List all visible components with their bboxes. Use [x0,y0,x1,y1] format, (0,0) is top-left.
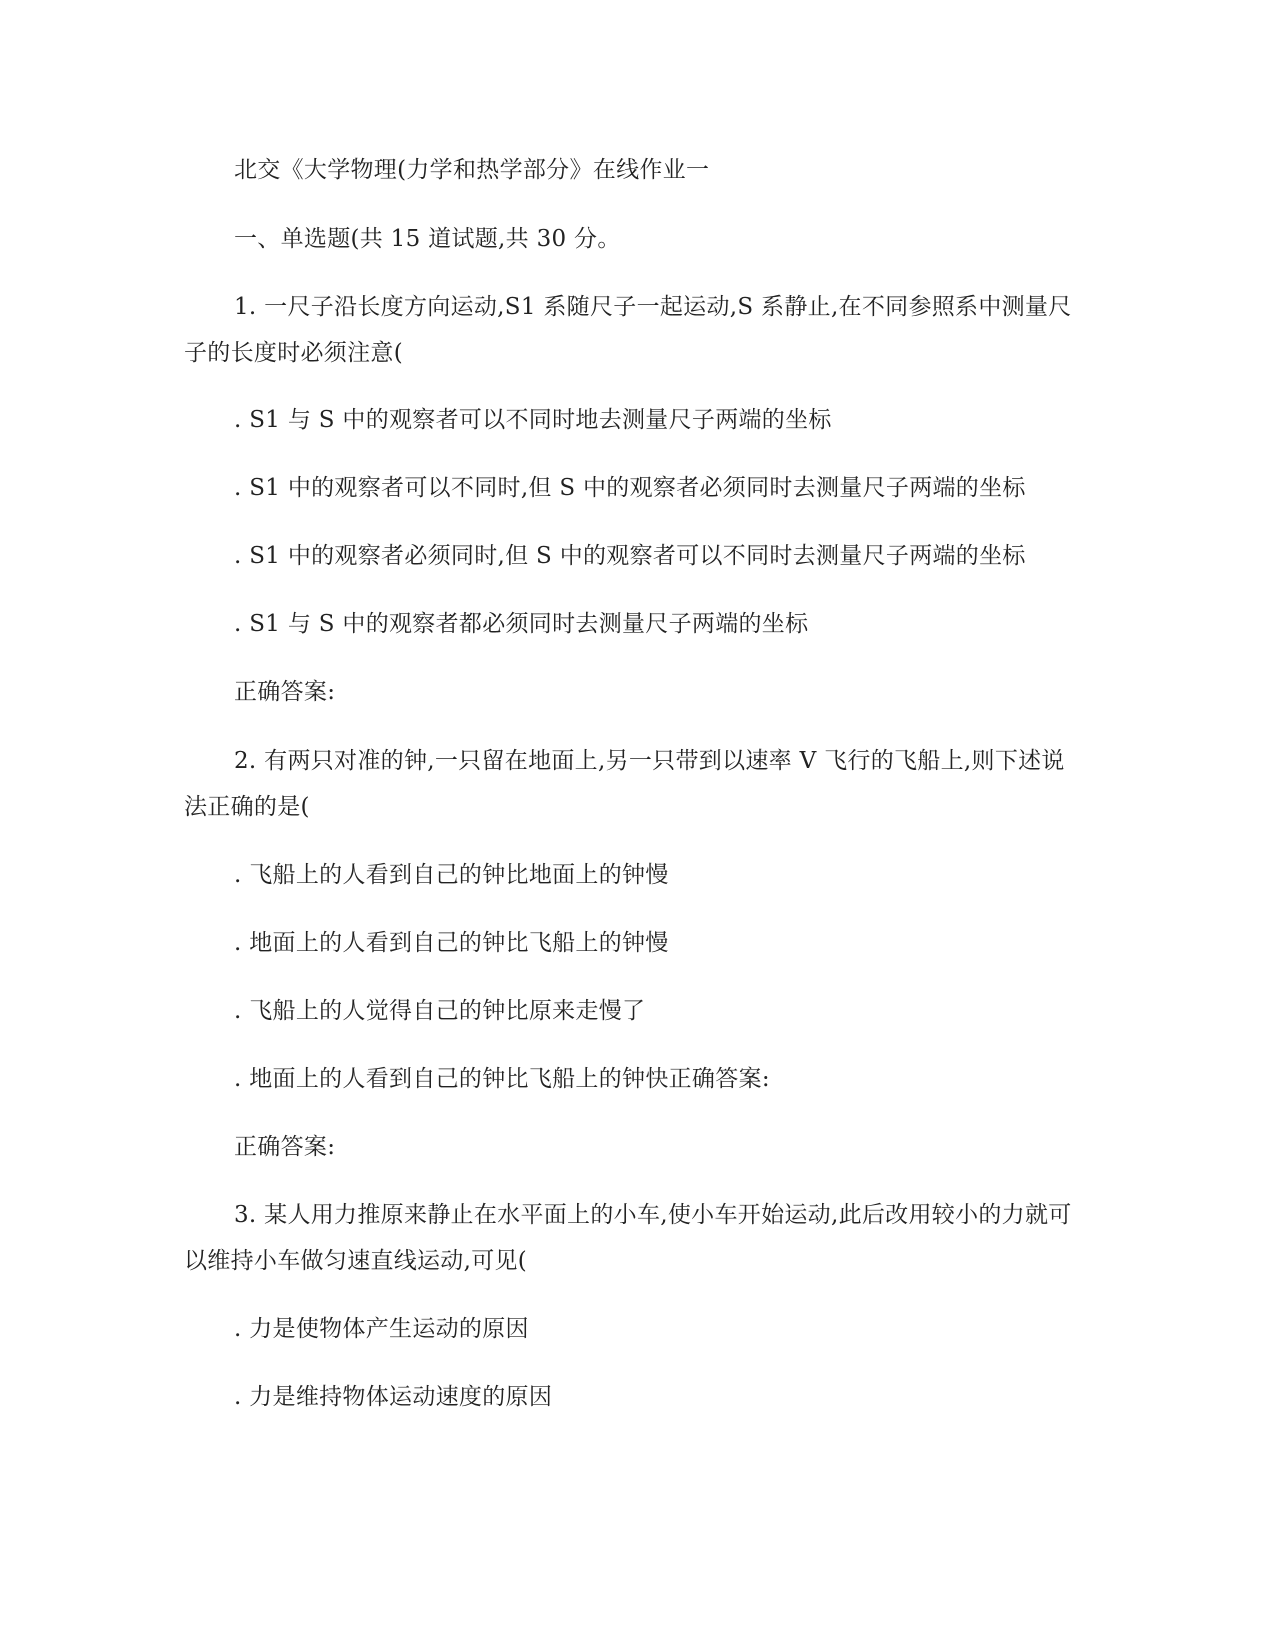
question-1-option-d: . S1 与 S 中的观察者都必须同时去测量尺子两端的坐标 [234,611,809,637]
question-1-option-a: . S1 与 S 中的观察者可以不同时地去测量尺子两端的坐标 [234,407,832,433]
question-3-option-a: . 力是使物体产生运动的原因 [234,1316,529,1342]
question-3-option-b: . 力是维持物体运动速度的原因 [234,1384,553,1410]
question-2-stem: 2. 有两只对准的钟,一只留在地面上,另一只带到以速率 V 飞行的飞船上,则下述说法正确的是( [184,748,1065,820]
question-1-option-b: . S1 中的观察者可以不同时,但 S 中的观察者必须同时去测量尺子两端的坐标 [234,475,1026,501]
document-title: 北交《大学物理(力学和热学部分》在线作业一 [234,157,710,183]
question-2-option-b: . 地面上的人看到自己的钟比飞船上的钟慢 [234,930,669,956]
question-2-answer-label: 正确答案: [234,1134,336,1160]
question-2-option-a: . 飞船上的人看到自己的钟比地面上的钟慢 [234,862,669,888]
question-3-stem: 3. 某人用力推原来静止在水平面上的小车,使小车开始运动,此后改用较小的力就可以维持小车做匀速直线运动,可见( [184,1202,1072,1274]
question-1-stem: 1. 一尺子沿长度方向运动,S1 系随尺子一起运动,S 系静止,在不同参照系中测量尺子的长度时必须注意( [184,294,1072,366]
question-1-answer-label: 正确答案: [234,679,336,705]
question-1-option-c: . S1 中的观察者必须同时,但 S 中的观察者可以不同时去测量尺子两端的坐标 [234,543,1026,569]
section-heading: 一、单选题(共 15 道试题,共 30 分。 [234,226,621,252]
question-2-option-c: . 飞船上的人觉得自己的钟比原来走慢了 [234,998,646,1024]
question-2-option-d: . 地面上的人看到自己的钟比飞船上的钟快正确答案: [234,1066,770,1092]
